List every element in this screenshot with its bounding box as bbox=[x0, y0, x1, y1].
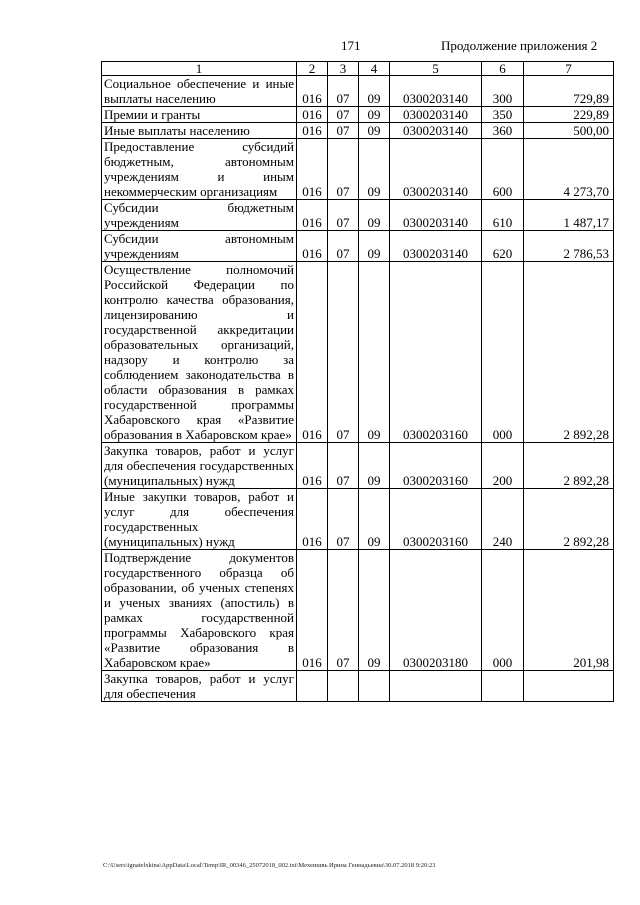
column-header: 2 bbox=[297, 62, 328, 76]
subsection-code bbox=[359, 671, 390, 702]
ministry-code: 016 bbox=[297, 107, 328, 123]
expense-type-code: 000 bbox=[482, 262, 524, 443]
section-code: 07 bbox=[328, 139, 359, 200]
table-row bbox=[102, 76, 614, 107]
section-code: 07 bbox=[328, 231, 359, 262]
column-header: 1 bbox=[102, 62, 297, 76]
subsection-code: 09 bbox=[359, 107, 390, 123]
target-item-code: 0300203140 bbox=[390, 231, 482, 262]
section-code: 07 bbox=[328, 550, 359, 671]
expense-type-code: 620 bbox=[482, 231, 524, 262]
table-row bbox=[102, 200, 614, 231]
amount: 4 273,70 bbox=[524, 139, 614, 200]
section-code: 07 bbox=[328, 262, 359, 443]
section-code: 07 bbox=[328, 123, 359, 139]
table-row bbox=[102, 443, 614, 489]
row-name: Субсидии бюджетным учреждениям bbox=[102, 200, 297, 231]
table-row bbox=[102, 262, 614, 443]
section-code: 07 bbox=[328, 200, 359, 231]
ministry-code: 016 bbox=[297, 443, 328, 489]
row-name: Закупка товаров, работ и услуг для обеспечения bbox=[102, 671, 297, 702]
target-item-code: 0300203140 bbox=[390, 107, 482, 123]
amount bbox=[524, 671, 614, 702]
subsection-code: 09 bbox=[359, 262, 390, 443]
table-row bbox=[102, 671, 614, 702]
ministry-code: 016 bbox=[297, 550, 328, 671]
row-name: Премии и гранты bbox=[102, 107, 297, 123]
column-header: 6 bbox=[482, 62, 524, 76]
subsection-code: 09 bbox=[359, 489, 390, 550]
expense-type-code: 200 bbox=[482, 443, 524, 489]
section-code: 07 bbox=[328, 489, 359, 550]
row-name: Социальное обеспечение и иные выплаты населению bbox=[102, 76, 297, 107]
target-item-code: 0300203160 bbox=[390, 489, 482, 550]
ministry-code: 016 bbox=[297, 231, 328, 262]
subsection-code: 09 bbox=[359, 76, 390, 107]
ministry-code: 016 bbox=[297, 262, 328, 443]
ministry-code: 016 bbox=[297, 200, 328, 231]
subsection-code: 09 bbox=[359, 550, 390, 671]
column-header: 3 bbox=[328, 62, 359, 76]
subsection-code: 09 bbox=[359, 231, 390, 262]
column-header: 7 bbox=[524, 62, 614, 76]
section-code: 07 bbox=[328, 443, 359, 489]
ministry-code: 016 bbox=[297, 489, 328, 550]
amount: 2 892,28 bbox=[524, 489, 614, 550]
amount: 2 892,28 bbox=[524, 262, 614, 443]
target-item-code: 0300203140 bbox=[390, 200, 482, 231]
table-row bbox=[102, 231, 614, 262]
section-code: 07 bbox=[328, 107, 359, 123]
expense-type-code bbox=[482, 671, 524, 702]
table-row bbox=[102, 550, 614, 671]
table-row bbox=[102, 123, 614, 139]
amount: 500,00 bbox=[524, 123, 614, 139]
table-row bbox=[102, 489, 614, 550]
ministry-code bbox=[297, 671, 328, 702]
expense-type-code: 360 bbox=[482, 123, 524, 139]
amount: 1 487,17 bbox=[524, 200, 614, 231]
target-item-code: 0300203160 bbox=[390, 262, 482, 443]
subsection-code: 09 bbox=[359, 139, 390, 200]
subsection-code: 09 bbox=[359, 123, 390, 139]
ministry-code: 016 bbox=[297, 123, 328, 139]
row-name: Подтверждение документов государственного образца об образовании, об ученых степенях и ученых званиях (апостиль) в рамках государственной программы Хабаровского края «Развитие образования в Хабаровском крае» bbox=[102, 550, 297, 671]
budget-table bbox=[101, 61, 614, 702]
page-number: 171 bbox=[341, 38, 361, 53]
expense-type-code: 300 bbox=[482, 76, 524, 107]
subsection-code: 09 bbox=[359, 200, 390, 231]
target-item-code: 0300203140 bbox=[390, 76, 482, 107]
row-name: Иные закупки товаров, работ и услуг для обеспечения государственных (муниципальных) нужд bbox=[102, 489, 297, 550]
table-row bbox=[102, 139, 614, 200]
expense-type-code: 350 bbox=[482, 107, 524, 123]
amount: 2 892,28 bbox=[524, 443, 614, 489]
target-item-code: 0300203160 bbox=[390, 443, 482, 489]
subsection-code: 09 bbox=[359, 443, 390, 489]
column-header: 5 bbox=[390, 62, 482, 76]
ministry-code: 016 bbox=[297, 76, 328, 107]
section-code: 07 bbox=[328, 76, 359, 107]
row-name: Осуществление полномочий Российской Федерации по контролю качества образования, лицензированию и государственной аккредитации образовательных организаций, надзору и контролю за соблюдением законодательства в области образования в рамках государственной программы Хабаровского края «Развитие образования в Хабаровском крае» bbox=[102, 262, 297, 443]
appendix-continuation-label: Продолжение приложения 2 bbox=[441, 38, 598, 53]
footer-file-path: C:\Users\ignatelxkina\AppData\Local\Temp\IR_00346_25072018_002.txt\Мехеишвь Ирина Геннадьевна\30.07.2018 9:20:23 bbox=[103, 862, 436, 869]
amount: 2 786,53 bbox=[524, 231, 614, 262]
row-name: Иные выплаты населению bbox=[102, 123, 297, 139]
expense-type-code: 610 bbox=[482, 200, 524, 231]
table-row bbox=[102, 107, 614, 123]
expense-type-code: 240 bbox=[482, 489, 524, 550]
expense-type-code: 000 bbox=[482, 550, 524, 671]
column-header: 4 bbox=[359, 62, 390, 76]
row-name: Субсидии автономным учреждениям bbox=[102, 231, 297, 262]
target-item-code: 0300203140 bbox=[390, 123, 482, 139]
amount: 201,98 bbox=[524, 550, 614, 671]
row-name: Закупка товаров, работ и услуг для обеспечения государственных (муниципальных) нужд bbox=[102, 443, 297, 489]
target-item-code bbox=[390, 671, 482, 702]
amount: 229,89 bbox=[524, 107, 614, 123]
target-item-code: 0300203180 bbox=[390, 550, 482, 671]
amount: 729,89 bbox=[524, 76, 614, 107]
table-header-row bbox=[102, 62, 614, 76]
expense-type-code: 600 bbox=[482, 139, 524, 200]
section-code bbox=[328, 671, 359, 702]
ministry-code: 016 bbox=[297, 139, 328, 200]
target-item-code: 0300203140 bbox=[390, 139, 482, 200]
row-name: Предоставление субсидий бюджетным, автономным учреждениям и иным некоммерческим организациям bbox=[102, 139, 297, 200]
